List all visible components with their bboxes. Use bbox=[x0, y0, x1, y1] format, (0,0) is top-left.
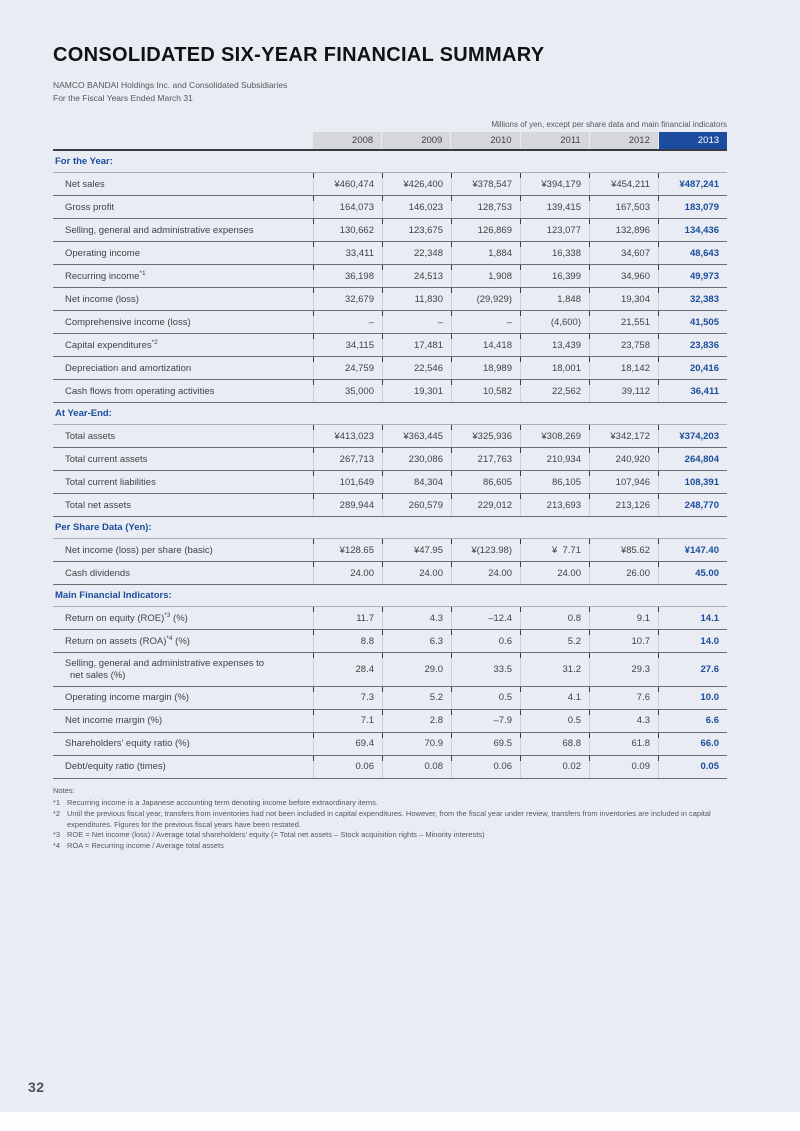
value-cell: 217,763 bbox=[451, 448, 520, 470]
value-cell: ¥85.62 bbox=[589, 539, 658, 561]
value-cell: 264,804 bbox=[658, 448, 727, 470]
value-cell: 107,946 bbox=[589, 471, 658, 493]
value-cell: 19,301 bbox=[382, 380, 451, 402]
row-label bbox=[53, 242, 313, 264]
table-row bbox=[53, 357, 727, 380]
value-cell: 13,439 bbox=[520, 334, 589, 356]
value-cell: 7.1 bbox=[313, 710, 382, 732]
value-cell: 26.00 bbox=[589, 562, 658, 584]
row-label-text: Net income margin (%) bbox=[65, 715, 163, 727]
value-cell: ¥363,445 bbox=[382, 425, 451, 447]
row-label-text: Return on assets (ROA)$^{*4}$ (%) bbox=[65, 635, 190, 648]
row-label bbox=[53, 687, 313, 709]
note-text: ROA = Recurring income / Average total assets bbox=[67, 841, 224, 851]
year-header-cell: 2010 bbox=[451, 132, 519, 149]
note-item bbox=[53, 830, 727, 841]
value-cell: 86,105 bbox=[520, 471, 589, 493]
value-cell: 6.3 bbox=[382, 630, 451, 652]
value-cell: 123,675 bbox=[382, 219, 451, 241]
note-text: ROE = Net income (loss) / Average total shareholders’ equity (= Total net assets – Stock acquisition rights – Minority interests) bbox=[67, 830, 485, 840]
value-cell: 132,896 bbox=[589, 219, 658, 241]
footnote-marker: *4 bbox=[166, 635, 173, 643]
notes-heading: Notes: bbox=[53, 785, 75, 795]
note-item bbox=[53, 841, 727, 852]
row-label bbox=[53, 334, 313, 356]
value-cell: 36,198 bbox=[313, 265, 382, 287]
value-cell: – bbox=[451, 311, 520, 333]
table-row bbox=[53, 448, 727, 471]
value-cell: ¥128.65 bbox=[313, 539, 382, 561]
table-row bbox=[53, 630, 727, 653]
value-cell: 289,944 bbox=[313, 494, 382, 516]
row-label-text: Gross profit bbox=[65, 201, 115, 213]
value-cell: 69.5 bbox=[451, 733, 520, 755]
value-cell: 14.0 bbox=[658, 630, 727, 652]
value-cell: 21,551 bbox=[589, 311, 658, 333]
value-cell: 24.00 bbox=[313, 562, 382, 584]
row-label-text-line2: net sales (%) bbox=[70, 670, 126, 681]
value-cell: 130,662 bbox=[313, 219, 382, 241]
value-cell: 49,973 bbox=[658, 265, 727, 287]
value-cell: 167,503 bbox=[589, 196, 658, 218]
table-row bbox=[53, 173, 727, 196]
table-row bbox=[53, 425, 727, 448]
value-cell: 240,920 bbox=[589, 448, 658, 470]
value-cell: 22,562 bbox=[520, 380, 589, 402]
row-label-text: Total assets bbox=[65, 430, 116, 442]
value-cell: 123,077 bbox=[520, 219, 589, 241]
value-cell: 10.7 bbox=[589, 630, 658, 652]
value-cell: 6.6 bbox=[658, 710, 727, 732]
value-cell: 1,908 bbox=[451, 265, 520, 287]
value-cell: 126,869 bbox=[451, 219, 520, 241]
row-label-text: Cash dividends bbox=[65, 567, 130, 579]
financial-table-body bbox=[53, 149, 727, 779]
value-cell: 0.06 bbox=[313, 756, 382, 778]
fiscal-year-subtitle: For the Fiscal Years Ended March 31 bbox=[53, 93, 193, 103]
value-cell: 0.08 bbox=[382, 756, 451, 778]
table-section bbox=[53, 585, 727, 779]
row-label bbox=[53, 607, 313, 629]
value-cell: 4.3 bbox=[382, 607, 451, 629]
value-cell: 41,505 bbox=[658, 311, 727, 333]
value-cell: ¥460,474 bbox=[313, 173, 382, 195]
row-label-text: Net income (loss) per share (basic) bbox=[65, 544, 213, 556]
value-cell: –7.9 bbox=[451, 710, 520, 732]
row-label-text: Capital expenditures$^{*2}$ bbox=[65, 339, 158, 352]
page-number: 32 bbox=[28, 1079, 45, 1095]
row-label-text: Operating income bbox=[65, 247, 140, 259]
note-marker: *1 bbox=[53, 797, 61, 807]
value-cell: 16,399 bbox=[520, 265, 589, 287]
value-cell: ¥426,400 bbox=[382, 173, 451, 195]
value-cell: 134,436 bbox=[658, 219, 727, 241]
table-row bbox=[53, 562, 727, 585]
row-label bbox=[53, 471, 313, 493]
footnote-marker: *1 bbox=[139, 270, 146, 277]
value-cell: 7.6 bbox=[589, 687, 658, 709]
value-cell: 1,848 bbox=[520, 288, 589, 310]
value-cell: 260,579 bbox=[382, 494, 451, 516]
value-cell: 24,513 bbox=[382, 265, 451, 287]
row-label bbox=[53, 357, 313, 379]
table-row bbox=[53, 471, 727, 494]
value-cell: 139,415 bbox=[520, 196, 589, 218]
value-cell: 2.8 bbox=[382, 710, 451, 732]
section-title: At Year-End: bbox=[53, 403, 727, 425]
value-cell: (29,929) bbox=[451, 288, 520, 310]
value-cell: 164,073 bbox=[313, 196, 382, 218]
value-cell: ¥394,179 bbox=[520, 173, 589, 195]
note-item bbox=[53, 809, 727, 831]
table-section bbox=[53, 403, 727, 517]
value-cell: 29.3 bbox=[589, 653, 658, 686]
value-cell: 61.8 bbox=[589, 733, 658, 755]
value-cell: 0.6 bbox=[451, 630, 520, 652]
value-cell: ¥325,936 bbox=[451, 425, 520, 447]
row-label-text: Total current assets bbox=[65, 453, 148, 465]
value-cell: 5.2 bbox=[382, 687, 451, 709]
row-label bbox=[53, 562, 313, 584]
value-cell: 0.09 bbox=[589, 756, 658, 778]
value-cell: 229,012 bbox=[451, 494, 520, 516]
row-label bbox=[53, 733, 313, 755]
value-cell: 24.00 bbox=[520, 562, 589, 584]
value-cell: –12.4 bbox=[451, 607, 520, 629]
table-row bbox=[53, 756, 727, 779]
value-cell: 14,418 bbox=[451, 334, 520, 356]
row-label bbox=[53, 288, 313, 310]
value-cell: 7.3 bbox=[313, 687, 382, 709]
value-cell: – bbox=[313, 311, 382, 333]
row-label-text: Net sales bbox=[65, 178, 105, 190]
value-cell: 146,023 bbox=[382, 196, 451, 218]
value-cell: ¥(123.98) bbox=[451, 539, 520, 561]
row-label-text: Net income (loss) bbox=[65, 293, 139, 305]
value-cell: ¥454,211 bbox=[589, 173, 658, 195]
value-cell: 34,115 bbox=[313, 334, 382, 356]
unit-note: Millions of yen, except per share data and main financial indicators bbox=[491, 120, 727, 129]
value-cell: 23,836 bbox=[658, 334, 727, 356]
row-label-text: Total current liabilities bbox=[65, 476, 156, 488]
row-label bbox=[53, 710, 313, 732]
value-cell: ¥487,241 bbox=[658, 173, 727, 195]
value-cell: 24.00 bbox=[451, 562, 520, 584]
page-bottom-edge bbox=[0, 1112, 800, 1131]
value-cell: 18,142 bbox=[589, 357, 658, 379]
row-label-text: Return on equity (ROE)$^{*3}$ (%) bbox=[65, 612, 188, 625]
value-cell: 86,605 bbox=[451, 471, 520, 493]
value-cell: 31.2 bbox=[520, 653, 589, 686]
row-label bbox=[53, 219, 313, 241]
row-label bbox=[53, 494, 313, 516]
row-label-text: Operating income margin (%) bbox=[65, 692, 190, 704]
value-cell: 66.0 bbox=[658, 733, 727, 755]
table-row bbox=[53, 288, 727, 311]
value-cell: ¥413,023 bbox=[313, 425, 382, 447]
value-cell: 24,759 bbox=[313, 357, 382, 379]
value-cell: ¥342,172 bbox=[589, 425, 658, 447]
table-row bbox=[53, 242, 727, 265]
value-cell: 48,643 bbox=[658, 242, 727, 264]
value-cell: 9.1 bbox=[589, 607, 658, 629]
value-cell: (4,600) bbox=[520, 311, 589, 333]
row-label bbox=[53, 448, 313, 470]
value-cell: 1,884 bbox=[451, 242, 520, 264]
value-cell: 14.1 bbox=[658, 607, 727, 629]
table-row bbox=[53, 687, 727, 710]
year-header-band bbox=[313, 132, 727, 149]
table-row bbox=[53, 311, 727, 334]
value-cell: 18,001 bbox=[520, 357, 589, 379]
page-title: CONSOLIDATED SIX-YEAR FINANCIAL SUMMARY bbox=[53, 44, 545, 66]
row-label bbox=[53, 653, 313, 686]
notes-block bbox=[53, 786, 727, 852]
table-row bbox=[53, 607, 727, 630]
row-label bbox=[53, 539, 313, 561]
value-cell: 68.8 bbox=[520, 733, 589, 755]
section-title: For the Year: bbox=[53, 151, 727, 173]
value-cell: 33,411 bbox=[313, 242, 382, 264]
value-cell: 210,934 bbox=[520, 448, 589, 470]
table-row bbox=[53, 494, 727, 517]
note-text: Until the previous fiscal year, transfers from inventories had not been included in capital expenditures. However, from the fiscal year under review, transfers from inventories are included in capital expenditures. Figures for the previous fiscal years have been restated. bbox=[67, 808, 711, 829]
note-marker: *4 bbox=[53, 841, 61, 851]
row-label-text: Cash flows from operating activities bbox=[65, 385, 215, 397]
value-cell: 230,086 bbox=[382, 448, 451, 470]
value-cell: 69.4 bbox=[313, 733, 382, 755]
value-cell: 0.06 bbox=[451, 756, 520, 778]
value-cell: 28.4 bbox=[313, 653, 382, 686]
value-cell: 22,348 bbox=[382, 242, 451, 264]
value-cell: 24.00 bbox=[382, 562, 451, 584]
table-row bbox=[53, 539, 727, 562]
table-row bbox=[53, 219, 727, 242]
value-cell: 101,649 bbox=[313, 471, 382, 493]
value-cell: 34,960 bbox=[589, 265, 658, 287]
year-header-cell: 2009 bbox=[382, 132, 450, 149]
value-cell: 32,383 bbox=[658, 288, 727, 310]
value-cell: – bbox=[382, 311, 451, 333]
row-label bbox=[53, 630, 313, 652]
value-cell: 84,304 bbox=[382, 471, 451, 493]
footnote-marker: *3 bbox=[164, 612, 171, 620]
page-content bbox=[53, 0, 727, 852]
year-header-cell: 2008 bbox=[313, 132, 381, 149]
row-label-text: Comprehensive income (loss) bbox=[65, 316, 191, 328]
row-label bbox=[53, 265, 313, 287]
table-row bbox=[53, 334, 727, 357]
value-cell: 33.5 bbox=[451, 653, 520, 686]
value-cell: 35,000 bbox=[313, 380, 382, 402]
value-cell: 267,713 bbox=[313, 448, 382, 470]
value-cell: 20,416 bbox=[658, 357, 727, 379]
row-label bbox=[53, 173, 313, 195]
value-cell: 70.9 bbox=[382, 733, 451, 755]
value-cell: 0.05 bbox=[658, 756, 727, 778]
row-label-text: Shareholders’ equity ratio (%) bbox=[65, 738, 190, 750]
value-cell: 22,546 bbox=[382, 357, 451, 379]
year-header-cell: 2011 bbox=[521, 132, 589, 149]
value-cell: 36,411 bbox=[658, 380, 727, 402]
value-cell: 17,481 bbox=[382, 334, 451, 356]
value-cell: 34,607 bbox=[589, 242, 658, 264]
note-marker: *3 bbox=[53, 830, 61, 840]
row-label-text: Selling, general and administrative expenses bbox=[65, 224, 254, 236]
value-cell: 108,391 bbox=[658, 471, 727, 493]
note-item bbox=[53, 798, 727, 809]
section-title: Main Financial Indicators: bbox=[53, 585, 727, 607]
value-cell: 45.00 bbox=[658, 562, 727, 584]
value-cell: 213,693 bbox=[520, 494, 589, 516]
value-cell: ¥147.40 bbox=[658, 539, 727, 561]
value-cell: 5.2 bbox=[520, 630, 589, 652]
table-row bbox=[53, 653, 727, 687]
row-label-text: Total net assets bbox=[65, 499, 132, 511]
notes-list bbox=[53, 798, 727, 852]
value-cell: 248,770 bbox=[658, 494, 727, 516]
row-label-text: Debt/equity ratio (times) bbox=[65, 761, 166, 773]
value-cell: 32,679 bbox=[313, 288, 382, 310]
table-row bbox=[53, 710, 727, 733]
value-cell: 10.0 bbox=[658, 687, 727, 709]
row-label bbox=[53, 311, 313, 333]
value-cell: 29.0 bbox=[382, 653, 451, 686]
value-cell: 8.8 bbox=[313, 630, 382, 652]
footnote-marker: *2 bbox=[151, 339, 158, 347]
value-cell: 10,582 bbox=[451, 380, 520, 402]
note-marker: *2 bbox=[53, 808, 61, 818]
row-label-text: Depreciation and amortization bbox=[65, 362, 192, 374]
value-cell: 183,079 bbox=[658, 196, 727, 218]
value-cell: ¥378,547 bbox=[451, 173, 520, 195]
note-text: Recurring income is a Japanese accounting term denoting income before extraordinary items. bbox=[67, 797, 378, 807]
value-cell: 0.02 bbox=[520, 756, 589, 778]
value-cell: 27.6 bbox=[658, 653, 727, 686]
table-section bbox=[53, 517, 727, 585]
table-section bbox=[53, 151, 727, 403]
value-cell: 18,989 bbox=[451, 357, 520, 379]
value-cell: 0.5 bbox=[451, 687, 520, 709]
value-cell: ¥374,203 bbox=[658, 425, 727, 447]
company-subtitle: NAMCO BANDAI Holdings Inc. and Consolidated Subsidiaries bbox=[53, 80, 288, 90]
value-cell: 39,112 bbox=[589, 380, 658, 402]
table-row bbox=[53, 733, 727, 756]
row-label bbox=[53, 756, 313, 778]
value-cell: 16,338 bbox=[520, 242, 589, 264]
row-label bbox=[53, 380, 313, 402]
table-row bbox=[53, 265, 727, 288]
row-label bbox=[53, 196, 313, 218]
row-label-text: Recurring income$^{*1}$ bbox=[65, 270, 146, 283]
value-cell: ¥ 7.71 bbox=[520, 539, 589, 561]
value-cell: 128,753 bbox=[451, 196, 520, 218]
value-cell: 19,304 bbox=[589, 288, 658, 310]
value-cell: ¥47.95 bbox=[382, 539, 451, 561]
value-cell: 0.5 bbox=[520, 710, 589, 732]
row-label bbox=[53, 425, 313, 447]
value-cell: 4.3 bbox=[589, 710, 658, 732]
year-header-cell: 2013 bbox=[659, 132, 727, 149]
section-title: Per Share Data (Yen): bbox=[53, 517, 727, 539]
table-row bbox=[53, 196, 727, 219]
year-header-cell: 2012 bbox=[590, 132, 658, 149]
value-cell: 11,830 bbox=[382, 288, 451, 310]
row-label-text: Selling, general and administrative expenses to net sales (%) bbox=[65, 658, 307, 682]
value-cell: 11.7 bbox=[313, 607, 382, 629]
value-cell: ¥308,269 bbox=[520, 425, 589, 447]
value-cell: 23,758 bbox=[589, 334, 658, 356]
value-cell: 0.8 bbox=[520, 607, 589, 629]
value-cell: 213,126 bbox=[589, 494, 658, 516]
value-cell: 4.1 bbox=[520, 687, 589, 709]
table-row bbox=[53, 380, 727, 403]
